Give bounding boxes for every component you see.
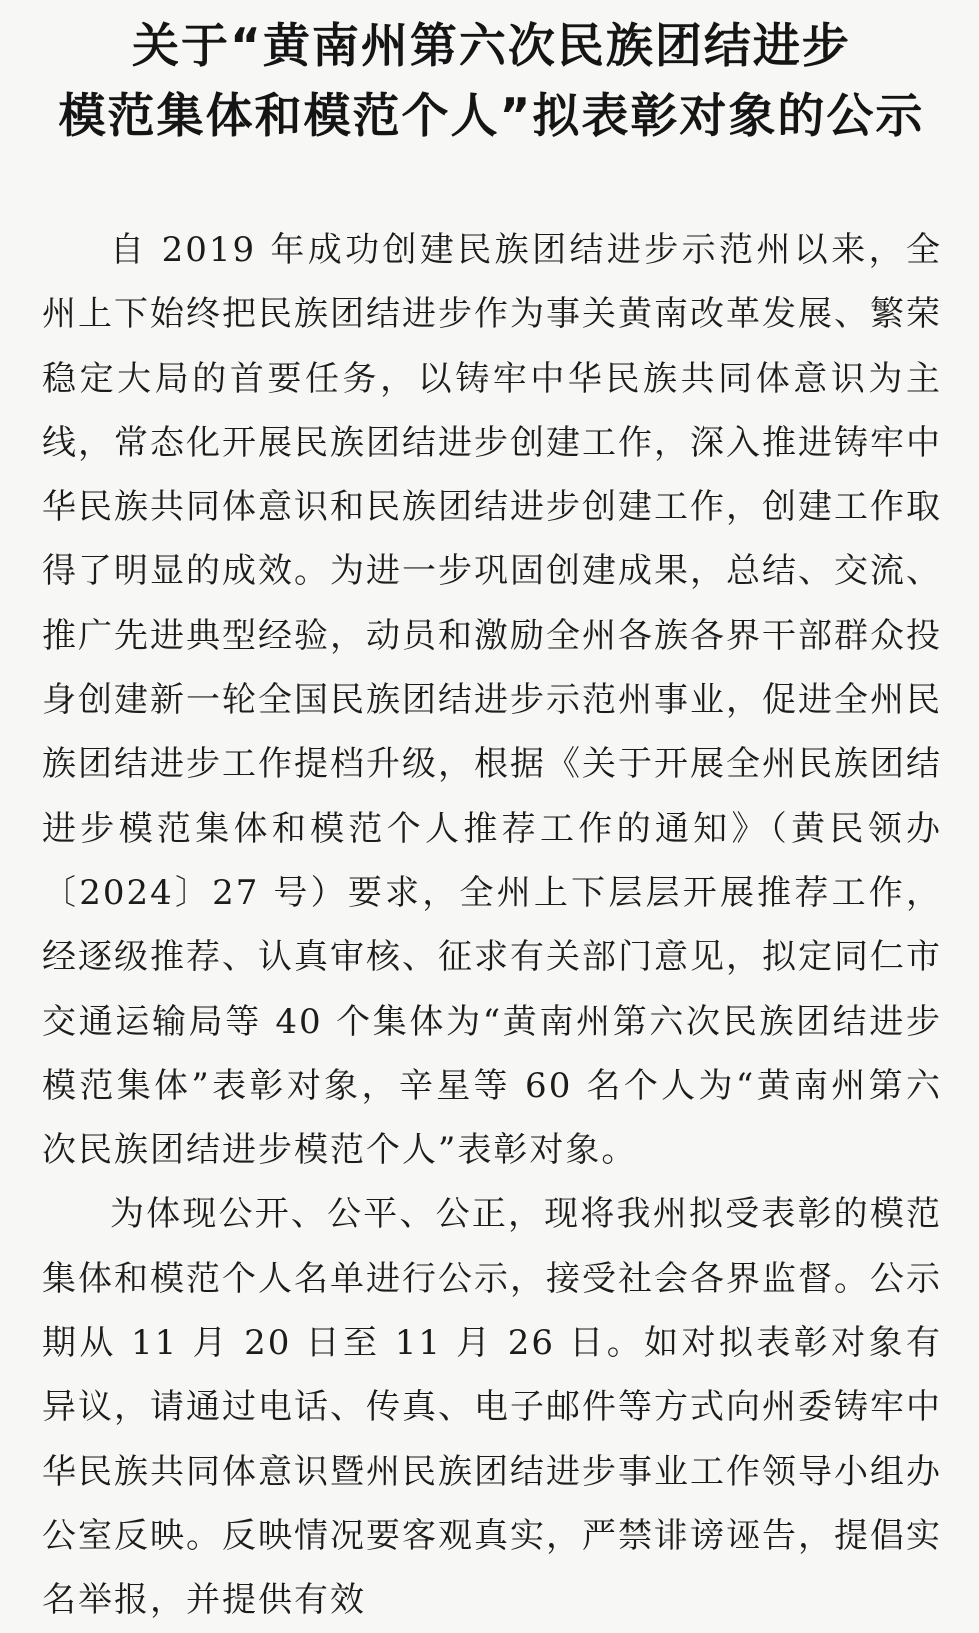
- title-line-2: 模范集体和模范个人”拟表彰对象的公示: [58, 89, 925, 144]
- paragraph-2: 为体现公开、公平、公正，现将我州拟受表彰的模范集体和模范个人名单进行公示，接受社会各界监督。公示期从 11 月 20 日至 11 月 26 日。如对拟表彰对象有异议，请通过电话、传真、电子邮件等方式向州委铸牢中华民族共同体意识暨州民族团结进步事业工作领导小组办公室反映。反映情况要客观真实，严禁诽谤诬告，提倡实名举报，并提供有效: [42, 1194, 942, 1621]
- title-line-1: 关于“黄南州第六次民族团结进步: [132, 19, 851, 74]
- paragraph-1: 自 2019 年成功创建民族团结进步示范州以来，全州上下始终把民族团结进步作为事关黄南改革发展、繁荣稳定大局的首要任务，以铸牢中华民族共同体意识为主线，常态化开展民族团结进步创建工作，深入推进铸牢中华民族共同体意识和民族团结进步创建工作，创建工作取得了明显的成效。为进一步巩固创建成果，总结、交流、推广先进典型经验，动员和激励全州各族各界干部群众投身创建新一轮全国民族团结进步示范州事业，促进全州民族团结进步工作提档升级，根据《关于开展全州民族团结进步模范集体和模范个人推荐工作的通知》（黄民领办〔2024〕27 号）要求，全州上下层层开展推荐工作，经逐级推荐、认真审核、征求有关部门意见，拟定同仁市交通运输局等 40 个集体为“黄南州第六次民族团结进步模范集体”表彰对象，辛星等 60 名个人为“黄南州第六次民族团结进步模范个人”表彰对象。: [42, 230, 942, 1171]
- document-title: [42, 14, 941, 150]
- document-body: [42, 218, 942, 1633]
